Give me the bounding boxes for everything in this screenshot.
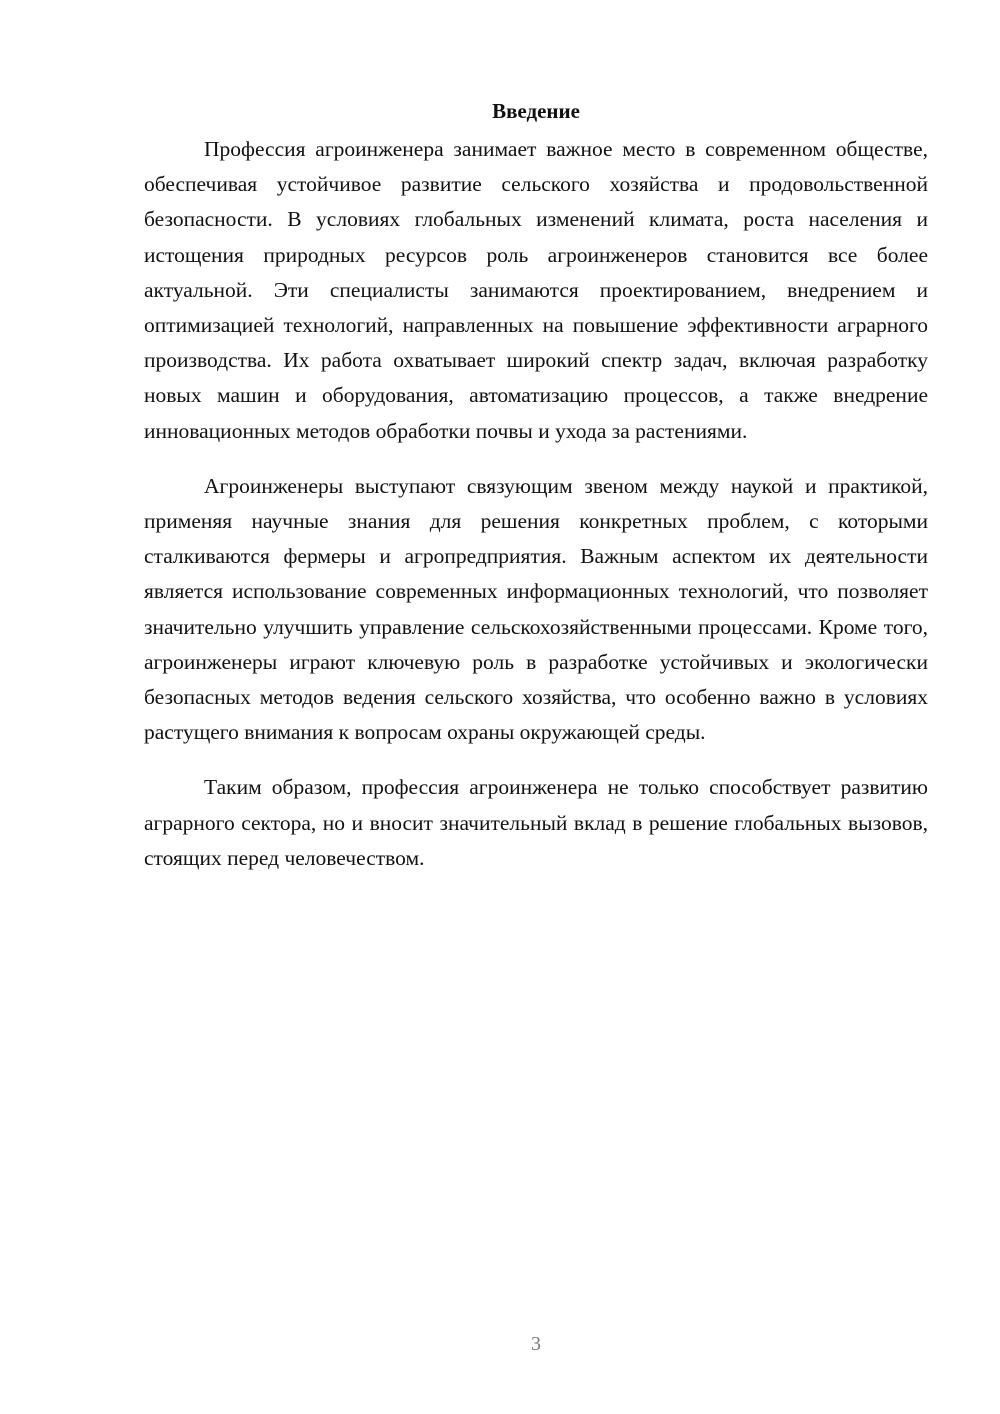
paragraph-3: Таким образом, профессия агроинженера не только способствует развитию аграрного сектора, но и вносит значительный вклад в решение глобальных вызовов, стоящих перед человечеством. [144, 775, 928, 870]
paragraph-1: Профессия агроинженера занимает важное место в современном обществе, обеспечивая устойчивое развитие сельского хозяйства и продовольственной безопасности. В условиях глобальных изменений климата, роста населения и истощения природных ресурсов роль агроинженеров становится все более актуальной. Эти специалисты занимаются проектированием, внедрением и оптимизацией технологий, направленных на повышение эффективности аграрного производства. Их работа охватывает широкий спектр задач, включая разработку новых машин и оборудования, автоматизацию процессов, а также внедрение инновационных методов обработки почвы и ухода за растениями. [144, 137, 928, 443]
page-number: 3 [531, 1333, 541, 1355]
section-title: Введение [492, 99, 580, 123]
document-body [144, 96, 928, 896]
paragraph-2: Агроинженеры выступают связующим звеном между наукой и практикой, применяя научные знания для решения конкретных проблем, с которыми сталкиваются фермеры и агропредприятия. Важным аспектом их деятельности является использование современных информационных технологий, что позволяет значительно улучшить управление сельскохозяйственными процессами. Кроме того, агроинженеры играют ключевую роль в разработке устойчивых и экологически безопасных методов ведения сельского хозяйства, что особенно важно в условиях растущего внимания к вопросам охраны окружающей среды. [144, 473, 928, 745]
